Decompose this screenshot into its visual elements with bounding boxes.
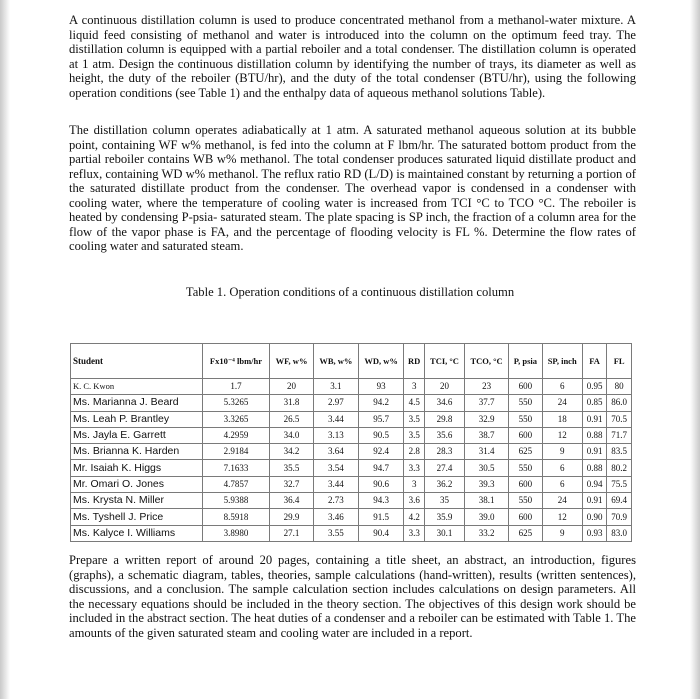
table-cell: 600 [509, 379, 543, 395]
table-cell: 4.2959 [202, 427, 270, 443]
table-cell: 0.94 [582, 476, 607, 492]
table-cell: 600 [509, 427, 543, 443]
table-cell: 92.4 [358, 444, 404, 460]
table-cell: 38.7 [465, 427, 509, 443]
table-cell: 39.3 [465, 476, 509, 492]
table-cell: 12 [542, 427, 582, 443]
table-cell: 0.93 [582, 525, 607, 541]
operation-paragraph: The distillation column operates adiabatically at 1 atm. A saturated methanol aqueous solution at its bubble point, containing WF w% methanol, is fed into the column at F lbm/hr. The saturated bottom product from the partial reboiler contains WB w% methanol. The total condenser produces saturated liquid distillate product and reflux, containing WD w% methanol. The reflux ratio RD (L/D) is maintained constant by returning a portion of the saturated distillate product from the condenser. The overhead vapor is condensed in a condenser with cooling water, where the temperature of cooling water is increased from TCI °C to TCO °C. The reboiler is heated by condensing P-psia- saturated steam. The plate spacing is SP inch, the fraction of a column area for the flow of the vapor phase is FA, and the percentage of flooding velocity is FL %. Determine the flow rates of cooling water and saturated steam. [69, 123, 636, 253]
table-cell: 3.44 [313, 411, 358, 427]
table-cell: 24 [542, 395, 582, 411]
table-cell: 29.8 [424, 411, 464, 427]
table-row [71, 525, 632, 541]
table-cell: 31.8 [270, 395, 314, 411]
table-cell: 32.9 [465, 411, 509, 427]
table-cell: 27.4 [424, 460, 464, 476]
page-edge-shadow-right [690, 0, 700, 699]
table-cell: 36.2 [424, 476, 464, 492]
table-cell: 35.5 [270, 460, 314, 476]
table-cell: 27.1 [270, 525, 314, 541]
table-cell: 550 [509, 493, 543, 509]
table-cell: 37.7 [465, 395, 509, 411]
table-cell: 70.5 [607, 411, 632, 427]
table-cell: 3.5 [404, 411, 424, 427]
table-cell: 70.9 [607, 509, 632, 525]
table-cell: 35 [424, 493, 464, 509]
table-cell: 36.4 [270, 493, 314, 509]
table-cell: 75.5 [607, 476, 632, 492]
header-rd: RD [404, 344, 424, 379]
table-cell: 38.1 [465, 493, 509, 509]
header-tco: TCO, °C [465, 344, 509, 379]
table-cell: 30.5 [465, 460, 509, 476]
table-cell: 83.0 [607, 525, 632, 541]
table-cell: 3.3 [404, 460, 424, 476]
table-cell: 625 [509, 444, 543, 460]
table-cell: 625 [509, 525, 543, 541]
student-name-cell: Ms. Tyshell J. Price [71, 509, 203, 525]
table-row [71, 509, 632, 525]
table-row [71, 476, 632, 492]
header-fl: FL [607, 344, 632, 379]
student-name-cell: Ms. Brianna K. Harden [71, 444, 203, 460]
table-caption: Table 1. Operation conditions of a continuous distillation column [185, 285, 515, 299]
student-name-cell: Ms. Krysta N. Miller [71, 493, 203, 509]
table-cell: 1.7 [202, 379, 270, 395]
operation-conditions-table [70, 343, 632, 542]
table-cell: 0.85 [582, 395, 607, 411]
table-cell: 94.7 [358, 460, 404, 476]
table-cell: 26.5 [270, 411, 314, 427]
table-cell: 3.6 [404, 493, 424, 509]
table-cell: 90.5 [358, 427, 404, 443]
table-cell: 3.44 [313, 476, 358, 492]
header-tci: TCI, °C [424, 344, 464, 379]
table-cell: 3.46 [313, 509, 358, 525]
table-cell: 20 [424, 379, 464, 395]
student-name-cell: Mr. Omari O. Jones [71, 476, 203, 492]
table-cell: 86.0 [607, 395, 632, 411]
table-cell: 0.91 [582, 411, 607, 427]
table-header-row [71, 344, 632, 379]
table-cell: 2.9184 [202, 444, 270, 460]
table-cell: 95.7 [358, 411, 404, 427]
table-cell: 71.7 [607, 427, 632, 443]
table-cell: 34.0 [270, 427, 314, 443]
table-cell: 90.4 [358, 525, 404, 541]
table-cell: 600 [509, 509, 543, 525]
table-cell: 23 [465, 379, 509, 395]
table-cell: 5.3265 [202, 395, 270, 411]
student-name-cell: Ms. Leah P. Brantley [71, 411, 203, 427]
student-name-cell: Mr. Isaiah K. Higgs [71, 460, 203, 476]
table-cell: 0.88 [582, 460, 607, 476]
table-cell: 550 [509, 411, 543, 427]
table-cell: 4.5 [404, 395, 424, 411]
table-cell: 9 [542, 525, 582, 541]
table-cell: 550 [509, 460, 543, 476]
table-cell: 0.91 [582, 493, 607, 509]
page-edge-shadow-left [0, 0, 10, 699]
table-cell: 91.5 [358, 509, 404, 525]
header-p: P, psia [509, 344, 543, 379]
table-cell: 9 [542, 444, 582, 460]
table-cell: 3.64 [313, 444, 358, 460]
table-cell: 3.13 [313, 427, 358, 443]
table-cell: 3.1 [313, 379, 358, 395]
student-name-cell: K. C. Kwon [71, 379, 203, 395]
table-cell: 550 [509, 395, 543, 411]
table-row [71, 460, 632, 476]
table-cell: 35.6 [424, 427, 464, 443]
table-cell: 0.88 [582, 427, 607, 443]
table-cell: 6 [542, 379, 582, 395]
table-cell: 0.95 [582, 379, 607, 395]
table-cell: 18 [542, 411, 582, 427]
table-cell: 83.5 [607, 444, 632, 460]
table-cell: 24 [542, 493, 582, 509]
table-cell: 35.9 [424, 509, 464, 525]
table-row [71, 493, 632, 509]
table-cell: 80 [607, 379, 632, 395]
table-cell: 29.9 [270, 509, 314, 525]
table-cell: 34.2 [270, 444, 314, 460]
header-wf: WF, w% [270, 344, 314, 379]
table-cell: 2.73 [313, 493, 358, 509]
table-cell: 93 [358, 379, 404, 395]
table-cell: 0.90 [582, 509, 607, 525]
header-wd: WD, w% [358, 344, 404, 379]
table-row [71, 411, 632, 427]
student-name-cell: Ms. Kalyce I. Williams [71, 525, 203, 541]
table-cell: 80.2 [607, 460, 632, 476]
table-cell: 3.54 [313, 460, 358, 476]
table-cell: 3.3265 [202, 411, 270, 427]
table-cell: 0.91 [582, 444, 607, 460]
table-cell: 39.0 [465, 509, 509, 525]
student-name-cell: Ms. Jayla E. Garrett [71, 427, 203, 443]
table-cell: 28.3 [424, 444, 464, 460]
table-row [71, 427, 632, 443]
table-cell: 30.1 [424, 525, 464, 541]
table-cell: 7.1633 [202, 460, 270, 476]
header-feed-rate: Fx10⁻⁴ lbm/hr [202, 344, 270, 379]
table-cell: 94.2 [358, 395, 404, 411]
table-cell: 33.2 [465, 525, 509, 541]
table-cell: 2.97 [313, 395, 358, 411]
table-cell: 3.3 [404, 525, 424, 541]
table-cell: 32.7 [270, 476, 314, 492]
table-cell: 4.2 [404, 509, 424, 525]
table-cell: 3.5 [404, 427, 424, 443]
table-cell: 3 [404, 476, 424, 492]
table-body [71, 379, 632, 542]
table-row [71, 444, 632, 460]
table-cell: 5.9388 [202, 493, 270, 509]
header-fa: FA [582, 344, 607, 379]
table-row [71, 395, 632, 411]
table-cell: 600 [509, 476, 543, 492]
report-instructions-paragraph: Prepare a written report of around 20 pages, containing a title sheet, an abstract, an introduction, figures (graphs), a schematic diagram, tables, theories, sample calculations (hand-written), results (written sentences), discussions, and a conclusion. The sample calculation section includes calculations on design parameters. All the necessary equations should be included in the theory section. The objectives of this design work should be included in the abstract section. The heat duties of a condenser and a reboiler can be estimated with Table 1. The amounts of the given saturated steam and cooling water are included in a report. [69, 553, 636, 640]
table-cell: 69.4 [607, 493, 632, 509]
table-cell: 2.8 [404, 444, 424, 460]
student-name-cell: Ms. Marianna J. Beard [71, 395, 203, 411]
header-wb: WB, w% [313, 344, 358, 379]
table-cell: 3 [404, 379, 424, 395]
table-cell: 8.5918 [202, 509, 270, 525]
table-cell: 31.4 [465, 444, 509, 460]
header-student: Student [71, 344, 203, 379]
table-cell: 6 [542, 476, 582, 492]
table-cell: 3.55 [313, 525, 358, 541]
table-cell: 4.7857 [202, 476, 270, 492]
table-cell: 3.8980 [202, 525, 270, 541]
header-sp: SP, inch [542, 344, 582, 379]
table-cell: 20 [270, 379, 314, 395]
table-cell: 90.6 [358, 476, 404, 492]
table-cell: 6 [542, 460, 582, 476]
table-cell: 34.6 [424, 395, 464, 411]
intro-paragraph: A continuous distillation column is used to produce concentrated methanol from a methanol-water mixture. A liquid feed consisting of methanol and water is introduced into the column on the optimum feed tray. The distillation column is equipped with a partial reboiler and a total condenser. The distillation column is operated at 1 atm. Design the continuous distillation column by identifying the number of trays, its diameter as well as height, the duty of the reboiler (BTU/hr), and the duty of the total condenser (BTU/hr), using the following operation conditions (see Table 1) and the enthalpy data of aqueous methanol solutions Table). [69, 13, 636, 100]
table-cell: 94.3 [358, 493, 404, 509]
table-row [71, 379, 632, 395]
table-cell: 12 [542, 509, 582, 525]
